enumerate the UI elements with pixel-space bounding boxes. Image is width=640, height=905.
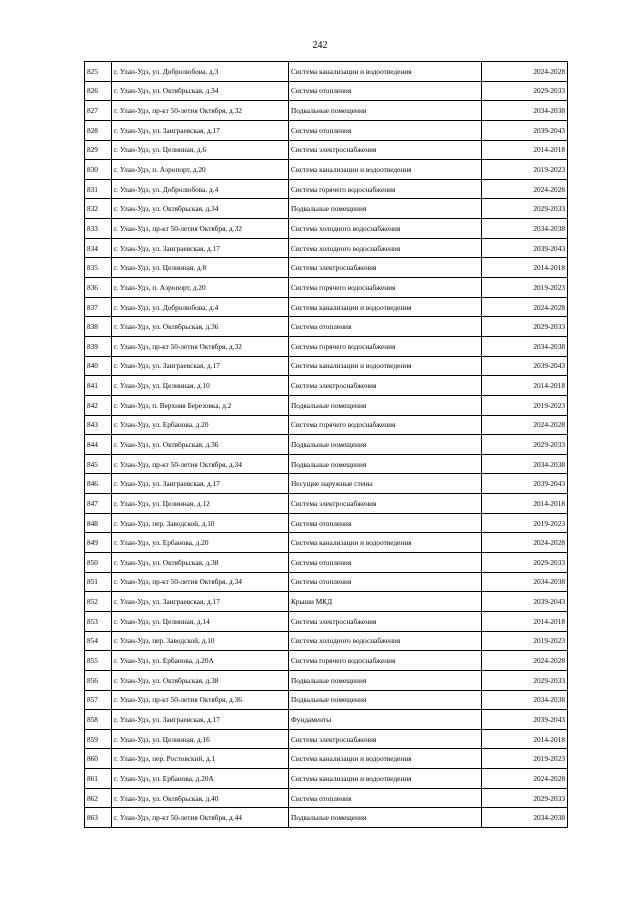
address-cell: г. Улан-Удэ, ул. Целинная, д.6 [112,140,289,160]
table-row [85,219,568,239]
table-row [85,808,568,828]
repair-schedule-table [84,61,568,828]
period-cell: 2014-2018 [482,729,568,749]
row-number-cell: 835 [85,258,112,278]
table-row [85,533,568,553]
period-cell: 2019-2023 [482,278,568,298]
period-cell: 2039-2043 [482,120,568,140]
period-cell: 2014-2018 [482,258,568,278]
address-cell: г. Улан-Удэ, ул. Заиграевская, д.17 [112,592,289,612]
system-cell: Система электроснабжения [289,611,482,631]
system-cell: Система канализации и водоотведения [289,356,482,376]
row-number-cell: 837 [85,297,112,317]
period-cell: 2034-2038 [482,336,568,356]
period-cell: 2019-2023 [482,749,568,769]
row-number-cell: 861 [85,769,112,789]
address-cell: г. Улан-Удэ, пр-кт 50-летия Октября, д.32 [112,101,289,121]
address-cell: г. Улан-Удэ, ул. Ербанова, д.20 [112,415,289,435]
address-cell: г. Улан-Удэ, ул. Целинная, д.8 [112,258,289,278]
table-row [85,651,568,671]
row-number-cell: 832 [85,199,112,219]
address-cell: г. Улан-Удэ, ул. Заиграевская, д.17 [112,238,289,258]
address-cell: г. Улан-Удэ, пер. Заводской, д.10 [112,513,289,533]
table-row [85,120,568,140]
row-number-cell: 828 [85,120,112,140]
address-cell: г. Улан-Удэ, пр-кт 50-летия Октября, д.36 [112,690,289,710]
table-row [85,258,568,278]
table-row [85,81,568,101]
period-cell: 2034-2038 [482,101,568,121]
period-cell: 2019-2023 [482,395,568,415]
period-cell: 2029-2033 [482,553,568,573]
system-cell: Система отопления [289,788,482,808]
address-cell: г. Улан-Удэ, ул. Октябрьская, д.34 [112,199,289,219]
system-cell: Фундаменты [289,710,482,730]
row-number-cell: 840 [85,356,112,376]
period-cell: 2014-2018 [482,494,568,514]
period-cell: 2034-2038 [482,572,568,592]
period-cell: 2039-2043 [482,474,568,494]
row-number-cell: 827 [85,101,112,121]
table-row [85,749,568,769]
row-number-cell: 825 [85,62,112,82]
address-cell: г. Улан-Удэ, ул. Заиграевская, д.17 [112,474,289,494]
row-number-cell: 848 [85,513,112,533]
row-number-cell: 847 [85,494,112,514]
table-row [85,592,568,612]
address-cell: г. Улан-Удэ, п. Аэропорт, д.20 [112,160,289,180]
table-row [85,199,568,219]
address-cell: г. Улан-Удэ, пер. Ростовский, д.1 [112,749,289,769]
system-cell: Система канализации и водоотведения [289,533,482,553]
system-cell: Крыши МКД [289,592,482,612]
table-row [85,553,568,573]
system-cell: Система отопления [289,553,482,573]
address-cell: г. Улан-Удэ, пр-кт 50-летия Октября, д.44 [112,808,289,828]
period-cell: 2039-2043 [482,356,568,376]
table-row [85,395,568,415]
row-number-cell: 850 [85,553,112,573]
row-number-cell: 829 [85,140,112,160]
address-cell: г. Улан-Удэ, пр-кт 50-летия Октября, д.34 [112,572,289,592]
system-cell: Подвальные помещения [289,454,482,474]
address-cell: г. Улан-Удэ, ул. Ербанова, д.20А [112,651,289,671]
address-cell: г. Улан-Удэ, ул. Октябрьская, д.38 [112,670,289,690]
period-cell: 2024-2028 [482,297,568,317]
page-number: 242 [312,40,328,51]
system-cell: Система отопления [289,513,482,533]
system-cell: Подвальные помещения [289,670,482,690]
table-row [85,494,568,514]
table-row [85,179,568,199]
table-row [85,710,568,730]
period-cell: 2014-2018 [482,376,568,396]
system-cell: Подвальные помещения [289,199,482,219]
row-number-cell: 839 [85,336,112,356]
table-row [85,415,568,435]
row-number-cell: 833 [85,219,112,239]
period-cell: 2024-2028 [482,769,568,789]
table-row [85,101,568,121]
table-row [85,140,568,160]
table-row [85,474,568,494]
system-cell: Система канализации и водоотведения [289,160,482,180]
system-cell: Система холодного водоснабжения [289,631,482,651]
address-cell: г. Улан-Удэ, п. Верхняя Березовка, д.2 [112,395,289,415]
period-cell: 2034-2038 [482,808,568,828]
period-cell: 2019-2023 [482,631,568,651]
system-cell: Система канализации и водоотведения [289,769,482,789]
table-row [85,729,568,749]
period-cell: 2039-2043 [482,238,568,258]
row-number-cell: 849 [85,533,112,553]
row-number-cell: 859 [85,729,112,749]
system-cell: Система канализации и водоотведения [289,297,482,317]
system-cell: Система отопления [289,81,482,101]
system-cell: Система электроснабжения [289,494,482,514]
address-cell: г. Улан-Удэ, ул. Октябрьская, д.34 [112,81,289,101]
period-cell: 2014-2018 [482,611,568,631]
table-row [85,513,568,533]
address-cell: г. Улан-Удэ, пр-кт 50-летия Октября, д.32 [112,336,289,356]
address-cell: г. Улан-Удэ, ул. Целинная, д.12 [112,494,289,514]
period-cell: 2024-2028 [482,415,568,435]
table-row [85,690,568,710]
period-cell: 2029-2033 [482,788,568,808]
system-cell: Система электроснабжения [289,729,482,749]
address-cell: г. Улан-Удэ, ул. Ербанова, д.20А [112,769,289,789]
row-number-cell: 845 [85,454,112,474]
row-number-cell: 842 [85,395,112,415]
address-cell: г. Улан-Удэ, ул. Ербанова, д.20 [112,533,289,553]
table-body [85,62,568,828]
system-cell: Подвальные помещения [289,808,482,828]
address-cell: г. Улан-Удэ, п. Аэропорт, д.20 [112,278,289,298]
row-number-cell: 843 [85,415,112,435]
system-cell: Подвальные помещения [289,101,482,121]
period-cell: 2024-2028 [482,179,568,199]
row-number-cell: 862 [85,788,112,808]
system-cell: Система отопления [289,120,482,140]
address-cell: г. Улан-Удэ, ул. Добролюбова, д.3 [112,62,289,82]
address-cell: г. Улан-Удэ, ул. Октябрьская, д.36 [112,435,289,455]
period-cell: 2029-2033 [482,670,568,690]
table-row [85,317,568,337]
row-number-cell: 863 [85,808,112,828]
period-cell: 2029-2033 [482,435,568,455]
table-row [85,769,568,789]
row-number-cell: 852 [85,592,112,612]
period-cell: 2039-2043 [482,592,568,612]
row-number-cell: 830 [85,160,112,180]
table-row [85,611,568,631]
system-cell: Система горячего водоснабжения [289,336,482,356]
address-cell: г. Улан-Удэ, ул. Заиграевская, д.17 [112,356,289,376]
row-number-cell: 834 [85,238,112,258]
period-cell: 2029-2033 [482,81,568,101]
address-cell: г. Улан-Удэ, ул. Целинная, д.14 [112,611,289,631]
period-cell: 2024-2028 [482,533,568,553]
period-cell: 2029-2033 [482,317,568,337]
system-cell: Система холодного водоснабжения [289,238,482,258]
row-number-cell: 846 [85,474,112,494]
system-cell: Система горячего водоснабжения [289,278,482,298]
row-number-cell: 838 [85,317,112,337]
system-cell: Подвальные помещения [289,435,482,455]
period-cell: 2034-2038 [482,690,568,710]
row-number-cell: 844 [85,435,112,455]
row-number-cell: 860 [85,749,112,769]
system-cell: Система электроснабжения [289,376,482,396]
period-cell: 2034-2038 [482,219,568,239]
period-cell: 2024-2028 [482,651,568,671]
table-row [85,376,568,396]
system-cell: Подвальные помещения [289,395,482,415]
table-row [85,160,568,180]
row-number-cell: 857 [85,690,112,710]
row-number-cell: 831 [85,179,112,199]
period-cell: 2024-2028 [482,62,568,82]
table-row [85,670,568,690]
address-cell: г. Улан-Удэ, пр-кт 50-летия Октября, д.32 [112,219,289,239]
address-cell: г. Улан-Удэ, ул. Заиграевская, д.17 [112,120,289,140]
period-cell: 2019-2023 [482,160,568,180]
table-row [85,278,568,298]
table-row [85,454,568,474]
period-cell: 2034-2038 [482,454,568,474]
row-number-cell: 836 [85,278,112,298]
system-cell: Система горячего водоснабжения [289,415,482,435]
system-cell: Система электроснабжения [289,258,482,278]
table-row [85,238,568,258]
table-row [85,572,568,592]
address-cell: г. Улан-Удэ, пр-кт 50-летия Октября, д.34 [112,454,289,474]
table-row [85,631,568,651]
address-cell: г. Улан-Удэ, ул. Добролюбова, д.4 [112,297,289,317]
system-cell: Система отопления [289,317,482,337]
row-number-cell: 851 [85,572,112,592]
system-cell: Несущие наружные стены [289,474,482,494]
system-cell: Система канализации и водоотведения [289,749,482,769]
row-number-cell: 854 [85,631,112,651]
table-row [85,297,568,317]
period-cell: 2039-2043 [482,710,568,730]
table-row [85,336,568,356]
address-cell: г. Улан-Удэ, ул. Октябрьская, д.40 [112,788,289,808]
system-cell: Система отопления [289,572,482,592]
row-number-cell: 858 [85,710,112,730]
address-cell: г. Улан-Удэ, пер. Заводской, д.10 [112,631,289,651]
system-cell: Система горячего водоснабжения [289,179,482,199]
system-cell: Система канализации и водоотведения [289,62,482,82]
address-cell: г. Улан-Удэ, ул. Добролюбова, д.4 [112,179,289,199]
address-cell: г. Улан-Удэ, ул. Целинная, д.16 [112,729,289,749]
table-row [85,788,568,808]
row-number-cell: 855 [85,651,112,671]
period-cell: 2019-2023 [482,513,568,533]
system-cell: Подвальные помещения [289,690,482,710]
period-cell: 2029-2033 [482,199,568,219]
table-row [85,356,568,376]
row-number-cell: 841 [85,376,112,396]
period-cell: 2014-2018 [482,140,568,160]
address-cell: г. Улан-Удэ, ул. Октябрьская, д.38 [112,553,289,573]
system-cell: Система электроснабжения [289,140,482,160]
address-cell: г. Улан-Удэ, ул. Заиграевская, д.17 [112,710,289,730]
address-cell: г. Улан-Удэ, ул. Целинная, д.10 [112,376,289,396]
row-number-cell: 826 [85,81,112,101]
system-cell: Система холодного водоснабжения [289,219,482,239]
table-row [85,435,568,455]
system-cell: Система горячего водоснабжения [289,651,482,671]
table-row [85,62,568,82]
row-number-cell: 856 [85,670,112,690]
address-cell: г. Улан-Удэ, ул. Октябрьская, д.36 [112,317,289,337]
row-number-cell: 853 [85,611,112,631]
